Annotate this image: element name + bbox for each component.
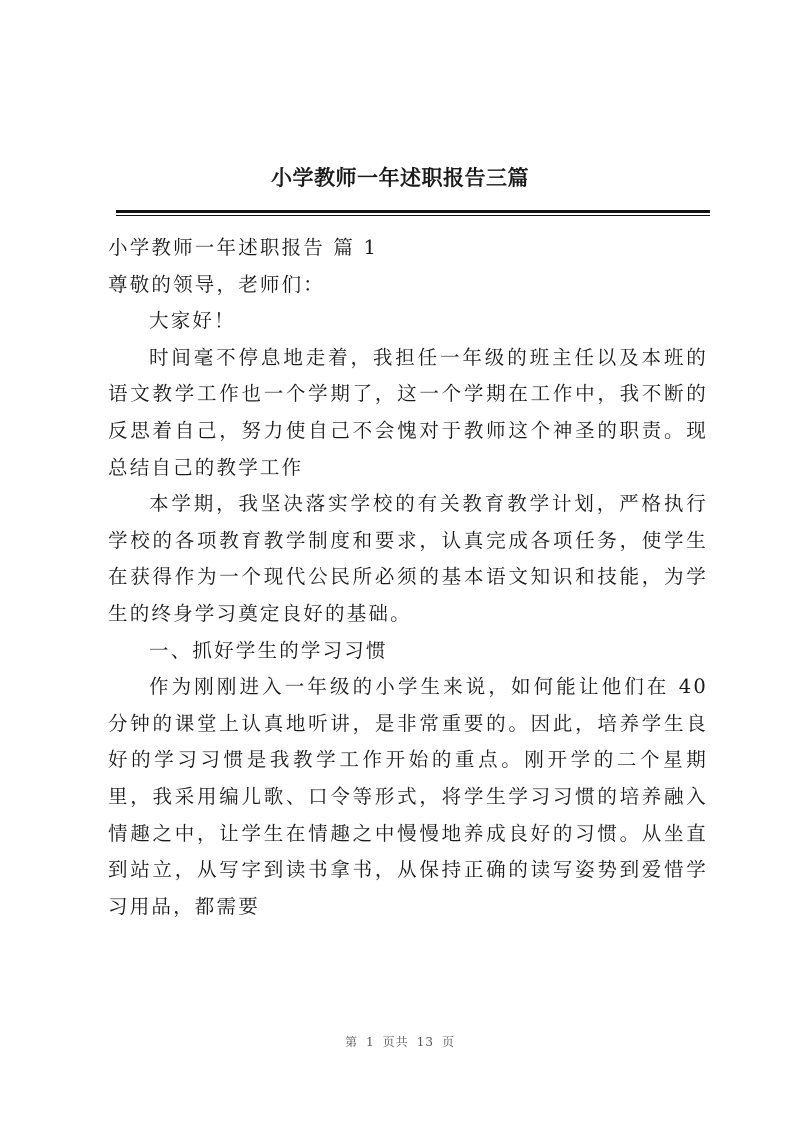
paragraph: 本学期，我坚决落实学校的有关教育教学计划，严格执行学校的各项教育教学制度和要求，认真完成各项任务，使学生在获得作为一个现代公民所必须的基本语文知识和技能，为学生的终身学习奠定良好的基础。 (108, 492, 708, 625)
title-divider-thick (116, 210, 710, 213)
title-divider-thin (116, 215, 710, 216)
footer-label-ye-gong: 页共 (382, 1035, 409, 1049)
document-title: 小学教师一年述职报告三篇 (271, 165, 529, 190)
page-footer (0, 1033, 800, 1050)
document-body (108, 230, 708, 925)
section-heading: 小学教师一年述职报告 篇 1 (108, 236, 379, 259)
greeting: 大家好！ (149, 309, 236, 333)
footer-label-di: 第 (345, 1035, 359, 1049)
footer-total-pages: 13 (416, 1035, 434, 1049)
subsection-heading: 一、抓好学生的学习习惯 (149, 638, 388, 662)
footer-label-ye: 页 (441, 1035, 455, 1049)
footer-current-page: 1 (366, 1035, 375, 1049)
paragraph: 时间毫不停息地走着，我担任一年级的班主任以及本班的语文教学工作也一个学期了，这一个学期在工作中，我不断的反思着自己，努力使自己不会愧对于教师这个神圣的职责。现总结自己的教学工作 (108, 345, 708, 479)
paragraph: 作为刚刚进入一年级的小学生来说，如何能让他们在 40 分钟的课堂上认真地听讲，是非常重要的。因此，培养学生良好的学习习惯是我教学工作开始的重点。刚开学的二个星期里，我采用编儿歌、口令等形式，将学生学习习惯的培养融入情趣之中，让学生在情趣之中慢慢地养成良好的习惯。从坐直到站立，从写字到读书拿书，从保持正确的读写姿势到爱惜学习用品，都需要 (108, 675, 708, 918)
salutation: 尊敬的领导，老师们： (108, 272, 326, 296)
